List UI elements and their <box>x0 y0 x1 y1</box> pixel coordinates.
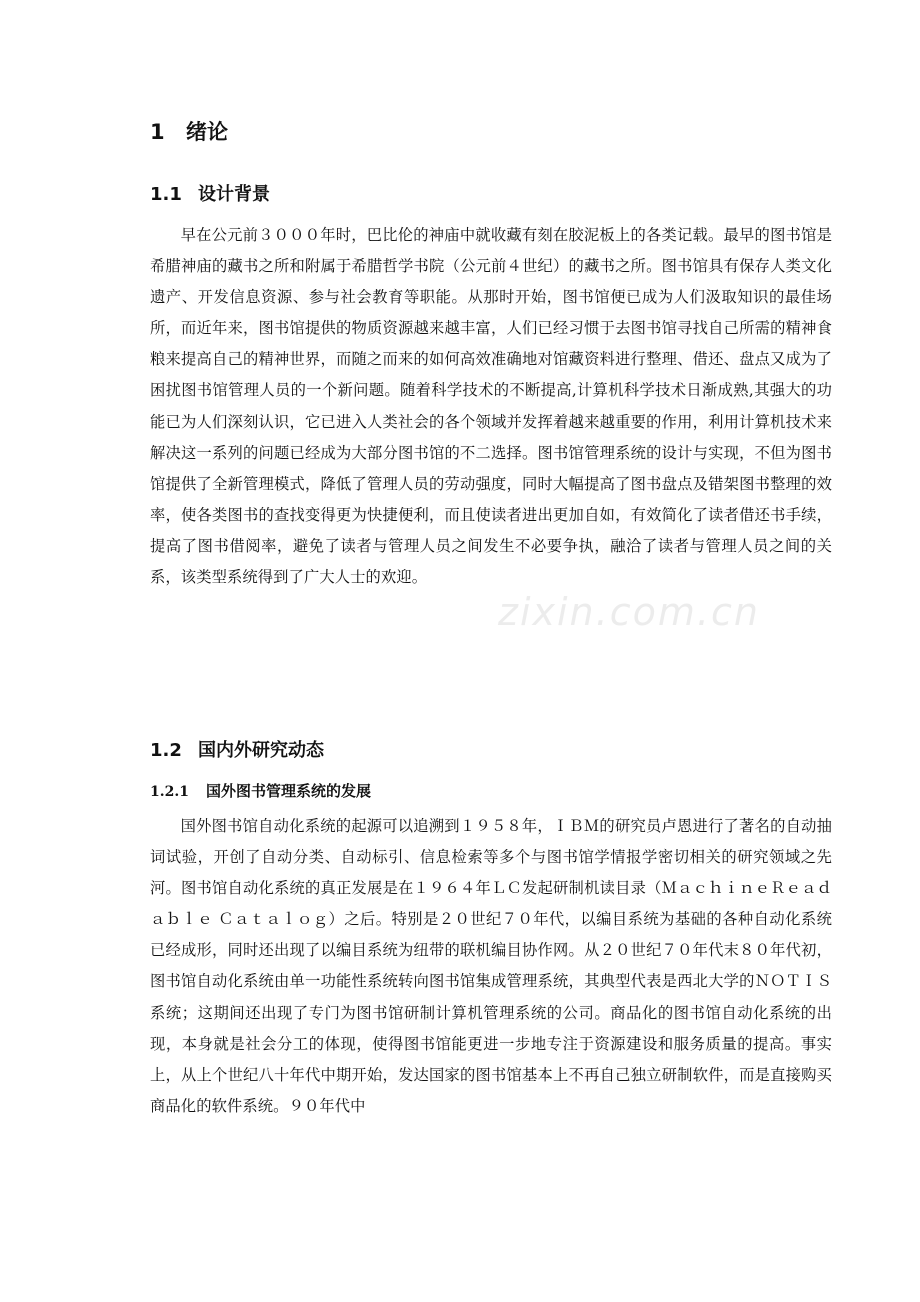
section-1-2-heading <box>150 736 324 762</box>
section-1-2-number: 1.2 <box>150 740 182 761</box>
section-1-1-number: 1.1 <box>150 184 182 205</box>
section-1-1-paragraph: 早在公元前３０００年时，巴比伦的神庙中就收藏有刻在胶泥板上的各类记载。最早的图书馆是希腊神庙的藏书之所和附属于希腊哲学书院（公元前４世纪）的藏书之所。图书馆具有保存人类文化遗产、开发信息资源、参与社会教育等职能。从那时开始，图书馆便已成为人们汲取知识的最佳场所，而近年来，图书馆提供的物质资源越来越丰富，人们已经习惯于去图书馆寻找自己所需的精神食粮来提高自己的精神世界，而随之而来的如何高效准确地对馆藏资料进行整理、借还、盘点又成为了困扰图书馆管理人员的一个新问题。随着科学技术的不断提高,计算机科学技术日渐成熟,其强大的功能已为人们深刻认识，它已进入人类社会的各个领域并发挥着越来越重要的作用，利用计算机技术来解决这一系列的问题已经成为大部分图书馆的不二选择。图书馆管理系统的设计与实现，不但为图书馆提供了全新管理模式，降低了管理人员的劳动强度，同时大幅提高了图书盘点及错架图书整理的效率，使各类图书的查找变得更为快捷便利，而且使读者进出更加自如，有效简化了读者借还书手续，提高了图书借阅率，避免了读者与管理人员之间发生不必要争执，融洽了读者与管理人员之间的关系，该类型系统得到了广大人士的欢迎。 <box>150 226 832 587</box>
section-1-2-1-title: 国外图书管理系统的发展 <box>206 782 372 800</box>
section-1-2-title: 国内外研究动态 <box>198 740 324 761</box>
section-1-1-heading <box>150 180 270 206</box>
chapter-number: 1 <box>150 120 165 144</box>
chapter-heading <box>150 116 228 146</box>
section-1-2-1-number: 1.2.1 <box>150 784 189 800</box>
section-1-2-1-heading <box>150 780 371 801</box>
section-1-1-title: 设计背景 <box>198 184 270 205</box>
chapter-title: 绪论 <box>186 120 228 144</box>
section-1-2-1-paragraph: 国外图书馆自动化系统的起源可以追溯到１９５８年，ＩＢＭ的研究员卢恩进行了著名的自动抽词试验，开创了自动分类、自动标引、信息检索等多个与图书馆学情报学密切相关的研究领域之先河。图书馆自动化系统的真正发展是在１９６４年ＬＣ发起研制机读目录（ＭａｃｈｉｎｅＲｅａｄａｂｌｅ Ｃａｔａｌｏｇ）之后。特别是２０世纪７０年代，以编目系统为基础的各种自动化系统已经成形，同时还出现了以编目系统为纽带的联机编目协作网。从２０世纪７０年代末８０年代初，图书馆自动化系统由单一功能性系统转向图书馆集成管理系统，其典型代表是西北大学的ＮＯＴＩＳ系统；这期间还出现了专门为图书馆研制计算机管理系统的公司。商品化的图书馆自动化系统的出现，本身就是社会分工的体现，使得图书馆能更进一步地专注于资源建设和服务质量的提高。事实上，从上个世纪八十年代中期开始，发达国家的图书馆基本上不再自己独立研制软件，而是直接购买商品化的软件系统。９０年代中 <box>150 817 832 1115</box>
watermark: zixin.com.cn <box>498 590 760 634</box>
